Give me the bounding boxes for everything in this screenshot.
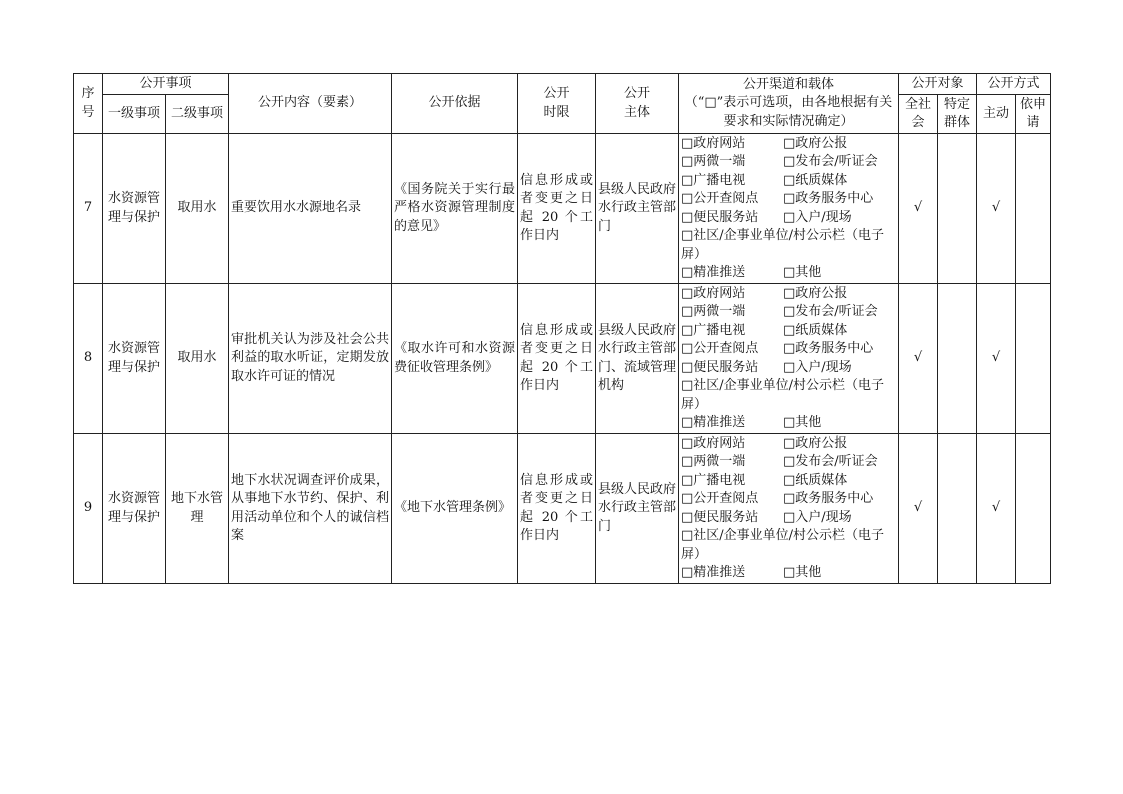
row-basis: 《地下水管理条例》 [392, 434, 518, 584]
channel-option: □发布会/听证会 [783, 454, 878, 469]
channel-option: □政务服务中心 [783, 191, 874, 206]
channel-option: □政府网站 [681, 135, 746, 151]
table-row [74, 134, 1051, 284]
row-audience-all: √ [899, 434, 938, 584]
header-audience-all: 全社会 [899, 95, 938, 134]
row-level2: 取用水 [166, 134, 229, 284]
header-channels-note: （“□”表示可选项，由各地根据有关要求和实际情况确定） [684, 95, 893, 129]
row-basis: 《国务院关于实行最严格水资源管理制度的意见》 [392, 134, 518, 284]
header-seq: 序号 [74, 74, 103, 134]
header-audience-specific: 特定群体 [938, 95, 977, 134]
channel-option: □入户/现场 [783, 209, 852, 225]
channel-option: □广播电视 [681, 322, 746, 338]
channel-option: □纸质媒体 [783, 322, 848, 338]
header-level1: 一级事项 [103, 95, 166, 134]
channel-option: □广播电视 [681, 472, 746, 488]
channel-option: □政务服务中心 [783, 341, 874, 356]
channel-option: □精准推送 [681, 565, 746, 580]
row-method-request [1016, 434, 1051, 584]
header-items-group: 公开事项 [103, 74, 229, 95]
row-method-active: √ [977, 134, 1016, 284]
channel-option-wide: □社区/企事业单位/村公示栏（电子屏） [681, 228, 885, 262]
header-method-active: 主动 [977, 95, 1016, 134]
row-content: 重要饮用水水源地名录 [229, 134, 392, 284]
row-content: 审批机关认为涉及社会公共利益的取水听证，定期发放取水许可证的情况 [229, 284, 392, 434]
row-time-limit: 信息形成或者变更之日起 20 个工作日内 [518, 434, 596, 584]
row-seq: 9 [74, 434, 103, 584]
channel-option: □便民服务站 [681, 209, 759, 225]
row-level1: 水资源管理与保护 [103, 134, 166, 284]
channel-option: □精准推送 [681, 265, 746, 280]
channel-option: □发布会/听证会 [783, 154, 878, 169]
row-time-limit: 信息形成或者变更之日起 20 个工作日内 [518, 284, 596, 434]
channel-option: □纸质媒体 [783, 472, 848, 488]
channel-option: □便民服务站 [681, 509, 759, 525]
channel-option: □其他 [783, 415, 822, 430]
channel-option: □精准推送 [681, 415, 746, 430]
row-channels [679, 284, 899, 434]
header-audience-group: 公开对象 [899, 74, 977, 95]
header-channels [679, 74, 899, 134]
row-method-active: √ [977, 434, 1016, 584]
row-level1: 水资源管理与保护 [103, 434, 166, 584]
row-level2: 地下水管理 [166, 434, 229, 584]
row-time-limit: 信息形成或者变更之日起 20 个工作日内 [518, 134, 596, 284]
channel-option: □广播电视 [681, 172, 746, 188]
row-channels [679, 434, 899, 584]
disclosure-table [73, 73, 1051, 584]
table-row [74, 434, 1051, 584]
row-method-request [1016, 134, 1051, 284]
channel-option: □其他 [783, 265, 822, 280]
row-method-active: √ [977, 284, 1016, 434]
header-basis: 公开依据 [392, 74, 518, 134]
table-row [74, 284, 1051, 434]
channel-option: □政务服务中心 [783, 491, 874, 506]
row-basis: 《取水许可和水资源费征收管理条例》 [392, 284, 518, 434]
row-subject: 县级人民政府水行政主管部门 [596, 434, 679, 584]
channel-option: □纸质媒体 [783, 172, 848, 188]
row-level2: 取用水 [166, 284, 229, 434]
channel-option: □公开查阅点 [681, 341, 759, 356]
row-level1: 水资源管理与保护 [103, 284, 166, 434]
channel-option: □发布会/听证会 [783, 304, 878, 319]
channel-option: □两微一端 [681, 304, 746, 319]
channel-option: □公开查阅点 [681, 191, 759, 206]
row-audience-specific [938, 284, 977, 434]
row-seq: 8 [74, 284, 103, 434]
row-content: 地下水状况调查评价成果，从事地下水节约、保护、利用活动单位和个人的诚信档案 [229, 434, 392, 584]
header-row-1 [74, 74, 1051, 95]
channel-option: □其他 [783, 565, 822, 580]
header-time-limit: 公开 时限 [518, 74, 596, 134]
channel-option: □公开查阅点 [681, 491, 759, 506]
row-channels [679, 134, 899, 284]
row-seq: 7 [74, 134, 103, 284]
row-subject: 县级人民政府水行政主管部门 [596, 134, 679, 284]
channel-option: □政府网站 [681, 435, 746, 451]
channel-option: □政府网站 [681, 285, 746, 301]
header-subject: 公开 主体 [596, 74, 679, 134]
row-method-request [1016, 284, 1051, 434]
row-audience-all: √ [899, 284, 938, 434]
channel-option: □两微一端 [681, 154, 746, 169]
row-audience-all: √ [899, 134, 938, 284]
channel-option-wide: □社区/企事业单位/村公示栏（电子屏） [681, 528, 885, 562]
channel-option: □入户/现场 [783, 509, 852, 525]
channel-option: □政府公报 [783, 285, 848, 301]
row-subject: 县级人民政府水行政主管部门、流域管理机构 [596, 284, 679, 434]
channel-option: □入户/现场 [783, 359, 852, 375]
channel-option: □便民服务站 [681, 359, 759, 375]
row-audience-specific [938, 434, 977, 584]
row-audience-specific [938, 134, 977, 284]
header-content: 公开内容（要素） [229, 74, 392, 134]
channel-option: □政府公报 [783, 435, 848, 451]
channel-option: □政府公报 [783, 135, 848, 151]
channel-option: □两微一端 [681, 454, 746, 469]
header-channels-title: 公开渠道和载体 [743, 76, 835, 92]
channel-option-wide: □社区/企事业单位/村公示栏（电子屏） [681, 378, 885, 412]
header-level2: 二级事项 [166, 95, 229, 134]
header-method-request: 依申请 [1016, 95, 1051, 134]
header-method-group: 公开方式 [977, 74, 1051, 95]
